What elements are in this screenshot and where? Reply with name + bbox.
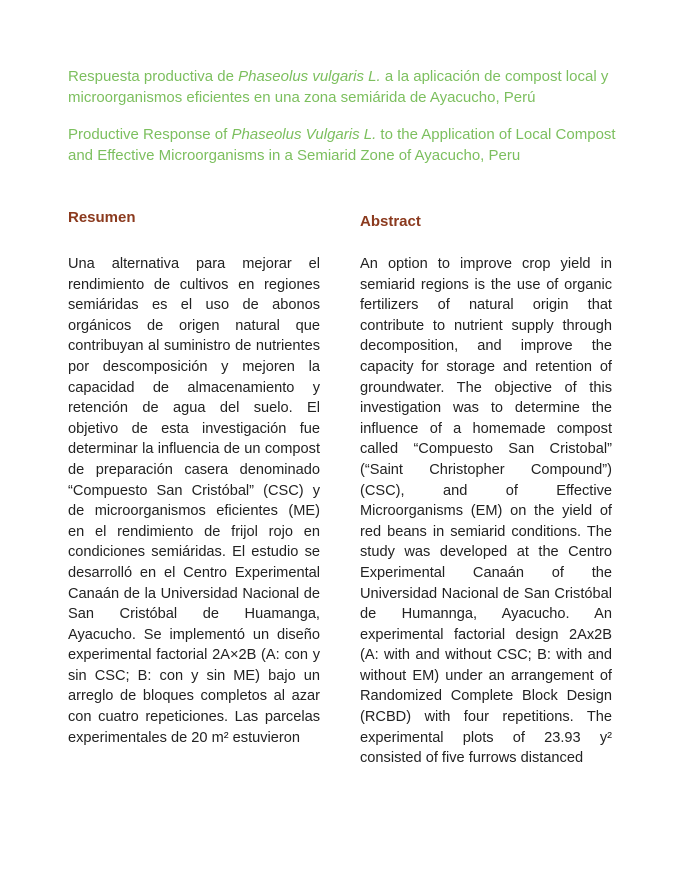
title-block — [68, 66, 628, 166]
resumen-text: Una alternativa para mejorar el rendimiento de cultivos en regiones semiáridas es el uso de abonos orgánicos de origen natural que contribuyan al suministro de nutrientes por descomposición y mejoren la capacidad de almacenamiento y retención de agua del suelo. El objetivo de esta investigación fue determinar la influencia de un compost de preparación casera denominado “Compuesto San Cristóbal” (CSC) y de microorganismos eficientes (ME) en el rendimiento de frijol rojo en condiciones semiáridas. El estudio se desarrolló en el Centro Experimental Canaán de la Universidad Nacional de San Cristóbal de Huamanga, Ayacucho. Se implementó un diseño experimental factorial 2A×2B (A: con y sin CSC; B: con y sin ME) bajo un arreglo de bloques completos al azar con cuatro repeticiones. Las parcelas experimentales de 20 m² estuvieron — [68, 256, 320, 746]
title-spanish — [68, 66, 628, 108]
title-spanish-pre: Respuesta productiva de — [68, 68, 239, 85]
abstract-column — [360, 208, 612, 769]
title-english-pre: Productive Response of — [68, 126, 232, 143]
resumen-heading: Resumen — [68, 209, 136, 226]
abstract-heading: Abstract — [360, 213, 421, 230]
title-english-post: to the Application of Local Compost and Effective Microorganisms in a Semiarid Zone of Ayacucho, Peru — [68, 126, 616, 164]
resumen-column — [68, 208, 320, 748]
title-english-species: Phaseolus Vulgaris L. — [231, 126, 377, 143]
title-english — [68, 124, 628, 166]
title-spanish-post: a la aplicación de compost local y microorganismos eficientes en una zona semiárida de Ayacucho, Perú — [68, 68, 609, 106]
abstract-text: An option to improve crop yield in semiarid regions is the use of organic fertilizers of natural origin that contribute to nutrient supply through decomposition, and improve the capacity for storage and retention of groundwater. The objective of this investigation was to determine the influence of a homemade compost called “Compuesto San Cristobal” (“Saint Christopher Compound”) (CSC), and of Effective Microorganisms (EM) on the yield of red beans in semiarid conditions. The study was developed at the Centro Experimental Canaán of the Universidad Nacional de San Cristóbal de Humannga, Ayacucho. An experimental factorial design 2Ax2B (A: with and without CSC; B: with and without EM) under an arrangement of Randomized Complete Block Design (RCBD) with four repetitions. The experimental plots of 23.93 y² consisted of five furrows distanced — [360, 256, 612, 767]
title-spanish-species: Phaseolus vulgaris L. — [238, 68, 381, 85]
